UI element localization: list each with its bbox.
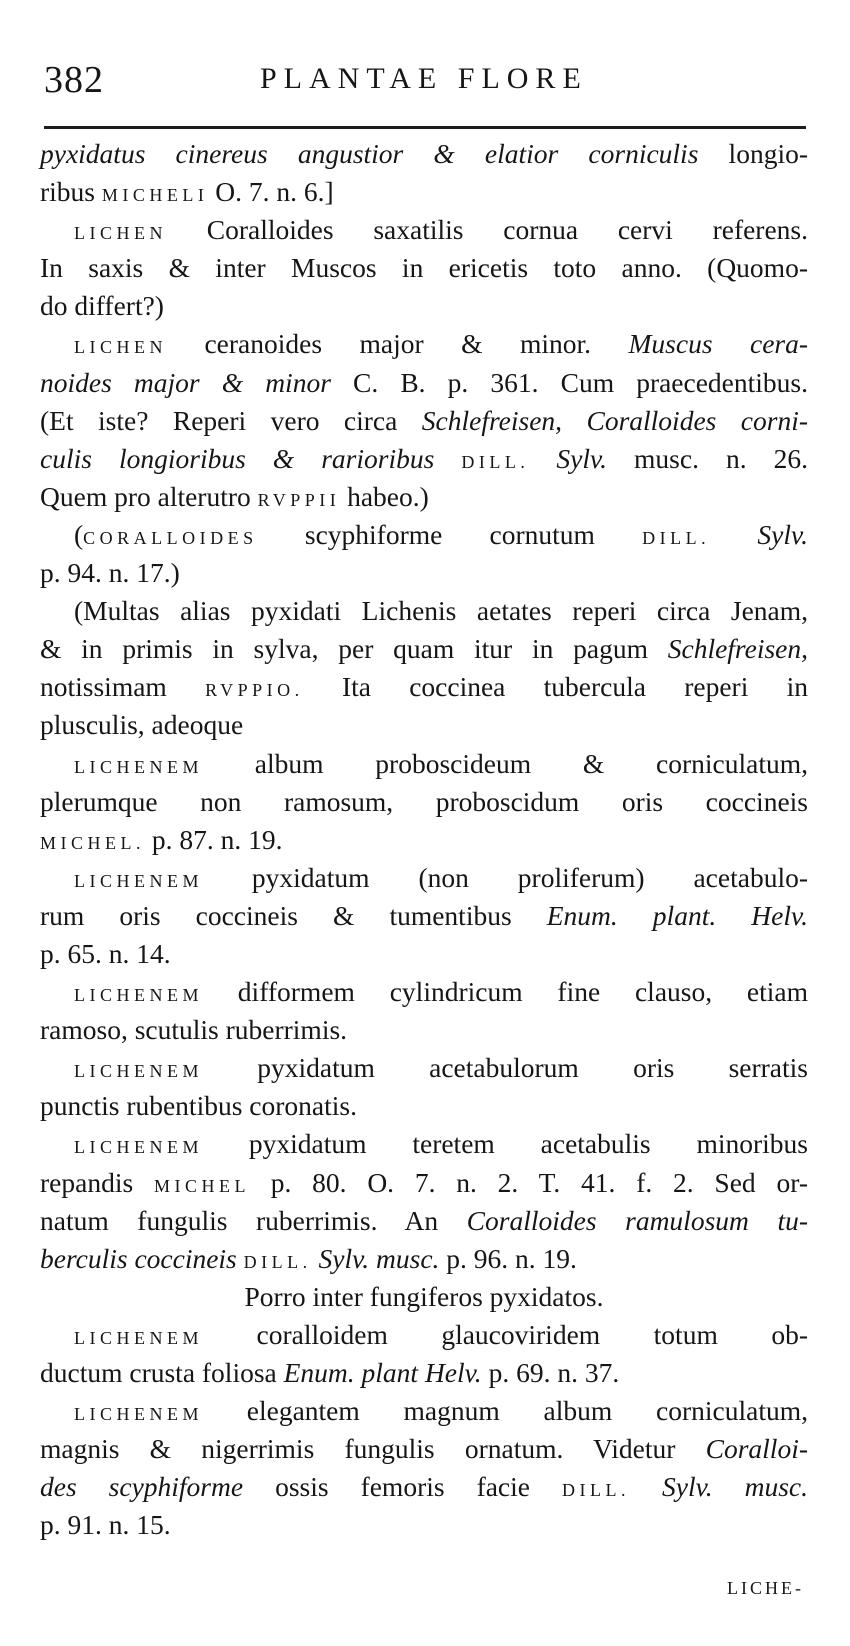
text-segment: ribus [40,176,102,208]
text-line [40,554,808,592]
italic-text: Muscus cera- [628,328,809,360]
text-line [40,1087,808,1125]
text-segment: p. 91. n. 15. [40,1509,171,1541]
text-line [40,287,808,325]
text-segment [710,519,757,550]
text-line [40,821,808,859]
italic-text: noides major & minor [40,366,331,398]
text-segment: C. B. p. 361. Cum praecedentibus. [330,366,808,398]
text-segment: p. 96. n. 19. [439,1242,577,1274]
small-caps-name: LICHENEM [74,870,203,891]
text-segment: plerumque non ramosum, proboscidum oris coccineis [40,785,808,817]
text-line [40,630,808,668]
text-segment: & in primis in sylva, per quam itur in pagum [40,633,668,665]
text-segment: Coralloides saxatilis cornua cervi referens. [167,214,808,246]
small-caps-name: CORALLOIDES [83,527,258,548]
text-segment: In saxis & inter Muscos in ericetis toto anno. (Quomo- [40,252,808,284]
text-segment: O. 7. n. 6.] [208,176,334,208]
text-line [40,1278,808,1316]
text-line [40,706,808,744]
page-header [44,58,804,106]
small-caps-name: DILL. [642,527,711,548]
italic-text: Schlefreisen, Coralloides corni- [421,404,808,436]
text-segment: difformem cylindricum fine clauso, etiam [203,976,808,1008]
italic-text: Coralloides ramulosum tu- [466,1204,808,1236]
italic-text: culis longioribus & rarioribus [40,442,435,474]
text-segment: punctis rubentibus coronatis. [40,1090,357,1122]
text-segment: notissimam [40,671,206,703]
header-rule [44,126,806,129]
text-segment: Ita coccinea tubercula reperi in [303,671,809,703]
text-segment: longio- [698,138,808,169]
small-caps-name: LICHENEM [74,1404,203,1425]
small-caps-name: LICHENEM [74,1061,203,1082]
text-line [40,1392,808,1430]
text-segment: Porro inter fungiferos pyxidatos. [244,1280,604,1312]
text-segment: p. 94. n. 17.) [40,557,180,589]
text-segment: magnis & nigerrimis fungulis ornatum. Videtur [40,1433,706,1465]
text-segment: pyxidatum (non proliferum) acetabulo- [203,861,808,893]
text-segment [237,1243,244,1274]
text-line [40,1468,808,1506]
text-segment: elegantem magnum album corniculatum, [203,1395,808,1427]
italic-text: pyxidatus cinereus angustior & elatior corniculis [40,138,699,169]
text-line [40,1011,808,1049]
italic-text: Sylv. musc. [318,1242,440,1274]
text-segment: habeo.) [340,480,429,512]
italic-text: Schlefreisen, [667,633,808,665]
text-line [40,440,808,478]
text-segment: pyxidatum teretem acetabulis minoribus [203,1128,808,1160]
text-line [40,973,808,1011]
body-text [40,135,808,1544]
text-segment: (Et iste? Reperi vero circa [40,404,422,436]
text-segment [529,443,556,474]
text-segment: do differt?) [40,290,164,322]
text-line [40,364,808,402]
text-line [40,668,808,706]
text-line [40,1316,808,1354]
text-segment: p. 87. n. 19. [145,823,283,855]
small-caps-name: LICHEN [74,337,167,358]
text-line [40,1049,808,1087]
text-line [40,935,808,973]
text-segment: p. 69. n. 37. [481,1357,620,1388]
text-line [40,249,808,287]
text-line [40,1506,808,1544]
text-line [40,402,808,440]
text-line [40,783,808,821]
text-segment: repandis [40,1166,154,1198]
italic-text: des scyphiforme [40,1471,244,1503]
text-segment: natum fungulis ruberrimis. An [40,1204,467,1236]
text-segment: ramoso, scutulis ruberrimis. [40,1014,348,1046]
text-line [40,897,808,935]
text-segment: musc. n. 26. [607,442,808,474]
italic-text: Sylv. musc. [661,1471,809,1503]
text-segment: ductum crusta foliosa [40,1357,284,1388]
text-line [40,516,808,554]
small-caps-name: MICHEL. [40,832,145,853]
text-line [40,1202,808,1240]
text-segment: ( [74,518,84,550]
small-caps-name: RVPPIO. [205,680,304,701]
text-line [40,1125,808,1163]
italic-text: Coralloi- [705,1433,808,1465]
catchword: LICHE- [727,1578,804,1598]
text-segment: p. 65. n. 14. [40,937,171,969]
text-line [40,1240,808,1278]
text-segment: ceranoides major & minor. [167,328,629,360]
italic-text: Enum. plant. Helv. [546,899,809,931]
text-line [40,1354,808,1392]
text-line [40,173,808,211]
small-caps-name: LICHEN [74,223,167,244]
text-line [40,859,808,897]
text-segment: (Multas alias pyxidati Lichenis aetates reperi circa Jenam, [74,595,808,627]
text-line [40,745,808,783]
text-line [40,1164,808,1202]
page-number: 382 [44,59,104,101]
text-segment: plusculis, adeoque [40,709,244,741]
text-segment [630,1471,662,1502]
text-segment: album proboscideum & corniculatum, [203,747,808,779]
small-caps-name: LICHENEM [74,985,203,1006]
text-segment: pyxidatum acetabulorum oris serratis [203,1052,808,1084]
small-caps-name: DILL. [461,451,530,472]
text-segment: ossis femoris facie [243,1471,562,1503]
small-caps-name: RVPPII [257,489,341,510]
text-segment: coralloidem glaucoviridem totum ob- [203,1318,808,1350]
small-caps-name: DILL. [243,1251,312,1272]
text-line [40,211,808,249]
italic-text: Sylv. [757,518,809,550]
text-segment: p. 80. O. 7. n. 2. T. 41. f. 2. Sed or- [249,1166,808,1198]
text-segment: rum oris coccineis & tumentibus [40,899,547,931]
text-line [40,478,808,516]
text-line [40,1430,808,1468]
italic-text: Sylv. [556,442,607,474]
text-segment: scyphiforme cornutum [257,518,643,550]
small-caps-name: MICHELI [101,185,209,206]
italic-text: berculis coccineis [40,1242,237,1274]
text-segment: Quem pro alterutro [40,480,258,512]
text-segment [434,443,461,474]
running-title: PLANTAE FLORE [260,62,588,95]
text-segment [312,1243,319,1274]
small-caps-name: DILL. [562,1480,630,1501]
text-line [40,592,808,630]
text-line [40,325,808,363]
text-line [40,135,808,173]
small-caps-name: LICHENEM [74,756,203,777]
small-caps-name: LICHENEM [74,1327,203,1348]
small-caps-name: MICHEL [153,1175,250,1196]
small-caps-name: LICHENEM [74,1137,203,1158]
italic-text: Enum. plant Helv. [283,1357,482,1388]
